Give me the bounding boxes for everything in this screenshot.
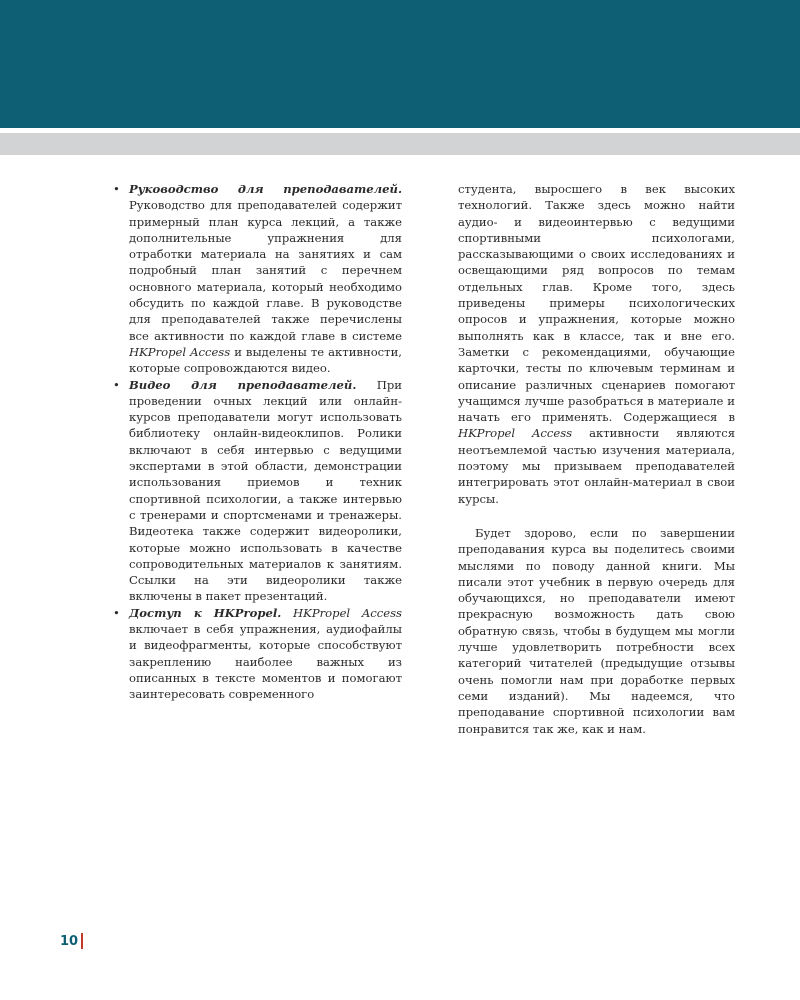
item-emphasis: HKPropel Access xyxy=(293,605,402,620)
paragraph-text: студента, выросшего в век высоких технологий. Также здесь можно найти аудио- и видеоинтервью с ведущими спортивными психологами, рассказывающими о своих исследованиях и освещающими ряд вопросов по темам отдельных глав. Кроме того, здесь приведены примеры психологических опросов и упражнения, которые можно выполнять как в классе, так и вне его. Заметки с рекомендациями, обучающие карточки, тесты по ключевым терминам и описание различных сценариев помогают учащимся лучше разобраться в материале и начать его применять. Содержащиеся в xyxy=(458,182,735,425)
item-lead: Руководство для преподавателей. xyxy=(129,182,402,196)
list-item xyxy=(113,605,402,703)
item-text-after: и выделены те активности, которые сопровождаются видео. xyxy=(129,344,402,376)
bullet-icon: • xyxy=(113,605,120,620)
page-number: 10 xyxy=(60,934,79,949)
paragraph-emphasis: HKPropel Access xyxy=(458,426,573,441)
item-text: При проведении очных лекций или онлайн-курсов преподаватели могут использовать библиотеку онлайн-видеоклипов. Ролики включают в себя интервью с ведущими экспертами в этой области, демонстрации использования приемов и техник спортивной психологии, а также интервью с тренерами и спортсменами и тренажеры. Видеотека также содержит видеоролики, которые можно использовать в качестве сопроводительных материалов к занятиям. Ссылки на эти видеоролики также включены в пакет презентаций. xyxy=(129,377,402,604)
item-lead: Доступ к HKPropel. xyxy=(129,605,282,620)
right-column xyxy=(458,181,735,737)
item-text: включает в себя упражнения, аудиофайлы и видеофрагменты, которые способствуют закреплению наиболее важных из описанных в тексте моментов и помогают заинтересовать современного xyxy=(129,622,402,702)
item-text: Руководство для преподавателей содержит примерный план курса лекций, а также дополнительные упражнения для отработки материала на занятиях и сам подробный план занятий с перечнем основного материала, который необходимо обсудить по каждой главе. В руководстве для преподавателей также перечислены все активности по каждой главе в системе xyxy=(129,198,402,343)
list-item xyxy=(113,377,402,605)
item-emphasis: HKPropel Access xyxy=(129,344,231,359)
list-item xyxy=(113,181,402,377)
header-strip xyxy=(0,133,800,155)
paragraph-continued xyxy=(458,181,735,507)
header-band xyxy=(0,0,800,128)
bullet-list xyxy=(113,181,402,703)
paragraph-closing: Будет здорово, если по завершении преподавания курса вы поделитесь своими мыслями по поводу данной книги. Мы писали этот учебник в первую очередь для обучающихся, но преподаватели имеют прекрасную возможность дать свою обратную связь, чтобы в будущем мы могли лучше удовлетворить потребности всех категорий читателей (предыдущие отзывы очень помогли нам при доработке первых семи изданий). Мы надеемся, что преподавание спортивной психологии вам понравится так же, как и нам. xyxy=(458,525,735,736)
bullet-icon: • xyxy=(113,182,120,196)
left-column xyxy=(113,181,402,703)
bullet-icon: • xyxy=(113,377,120,392)
item-lead: Видео для преподавателей. xyxy=(129,377,357,392)
paragraph-text-after: активности являются неотъемлемой частью изучения материала, поэтому мы призываем преподавателей интегрировать этот онлайн-материал в свои курсы. xyxy=(458,426,736,506)
page-number-divider xyxy=(81,933,83,949)
